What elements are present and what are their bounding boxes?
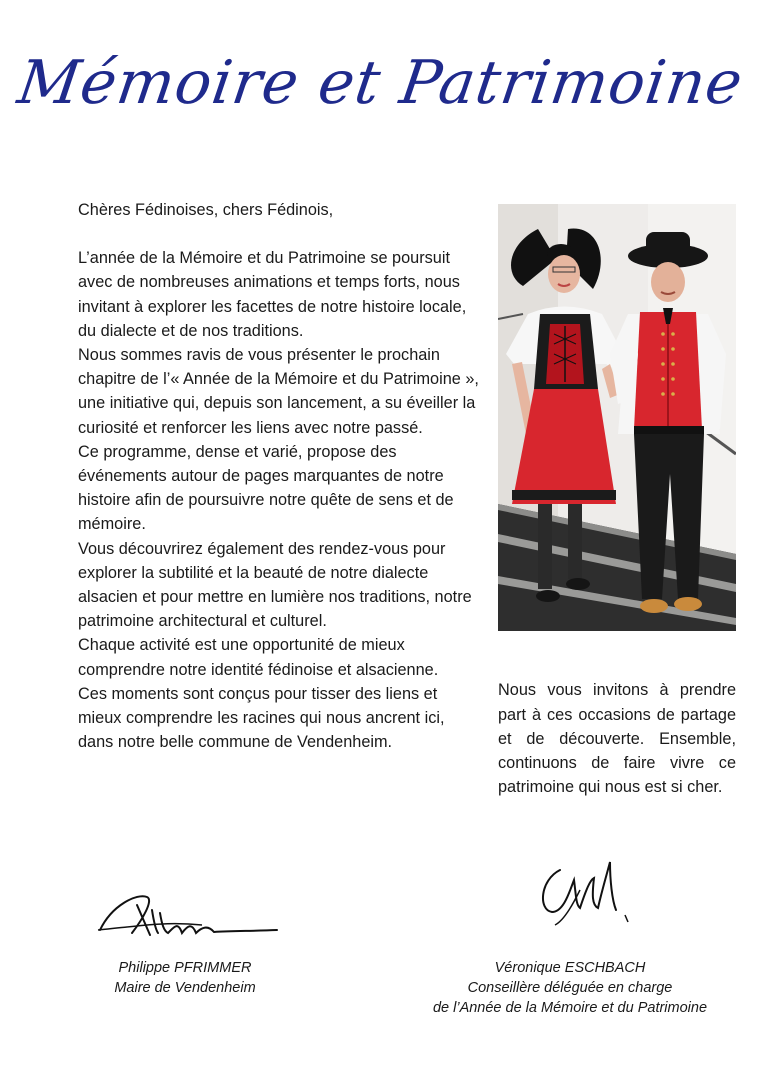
- letter-paragraph: Ces moments sont conçus pour tisser des liens et mieux comprendre les racines qui nous ancrent ici, dans notre belle commune de Vendenheim.: [78, 684, 445, 752]
- letter-paragraph: Nous sommes ravis de vous présenter le prochain chapitre de l’« Année de la Mémoire et du Patrimoine », une initiative qui, depuis son lancement, a su éveiller la curiosité et renforcer les liens avec notre passé.: [78, 346, 479, 437]
- letter-paragraph: Ce programme, dense et varié, propose des événements autour de pages marquantes de notre histoire afin de poursuivre notre quête de sens et de mémoire.: [78, 442, 454, 534]
- letter-body: [78, 198, 482, 754]
- signatory-name: Véronique ESCHBACH: [494, 960, 646, 976]
- signatory-role: Maire de Vendenheim: [114, 980, 256, 996]
- letter-greeting: Chères Fédinoises, chers Fédinois,: [78, 201, 334, 219]
- signatory-role-detail: de l’Année de la Mémoire et du Patrimoine: [432, 1000, 708, 1016]
- page-title: Mémoire et Patrimoine: [13, 48, 748, 118]
- signatory-right: [400, 958, 740, 1018]
- signatory-name: Philippe PFRIMMER: [118, 960, 252, 976]
- couple-photo: [498, 204, 736, 631]
- letter-paragraph: L’année de la Mémoire et du Patrimoine se poursuit avec de nombreuses animations et temps forts, nous invitant à explorer les facettes de notre histoire locale, du dialecte et de nos traditions.: [78, 249, 467, 340]
- signatory-left: [60, 958, 310, 998]
- letter-paragraph: Chaque activité est une opportunité de mieux comprendre notre identité fédinoise et alsacienne.: [78, 636, 439, 679]
- signatory-role: Conseillère déléguée en charge: [467, 980, 673, 996]
- signature-eschbach: [530, 850, 640, 940]
- invitation-text: Nous vous invitons à prendre part à ces occasions de partage et de découverte. Ensemble, continuons de faire vivre ce patrimoine qui nous est si cher.: [498, 681, 736, 797]
- signature-pfrimmer: [92, 875, 282, 945]
- letter-paragraph: Vous découvrirez également des rendez-vous pour explorer la subtilité et la beauté de notre dialecte alsacien et pour mettre en lumière nos traditions, notre patrimoine architectural et culturel.: [78, 539, 472, 631]
